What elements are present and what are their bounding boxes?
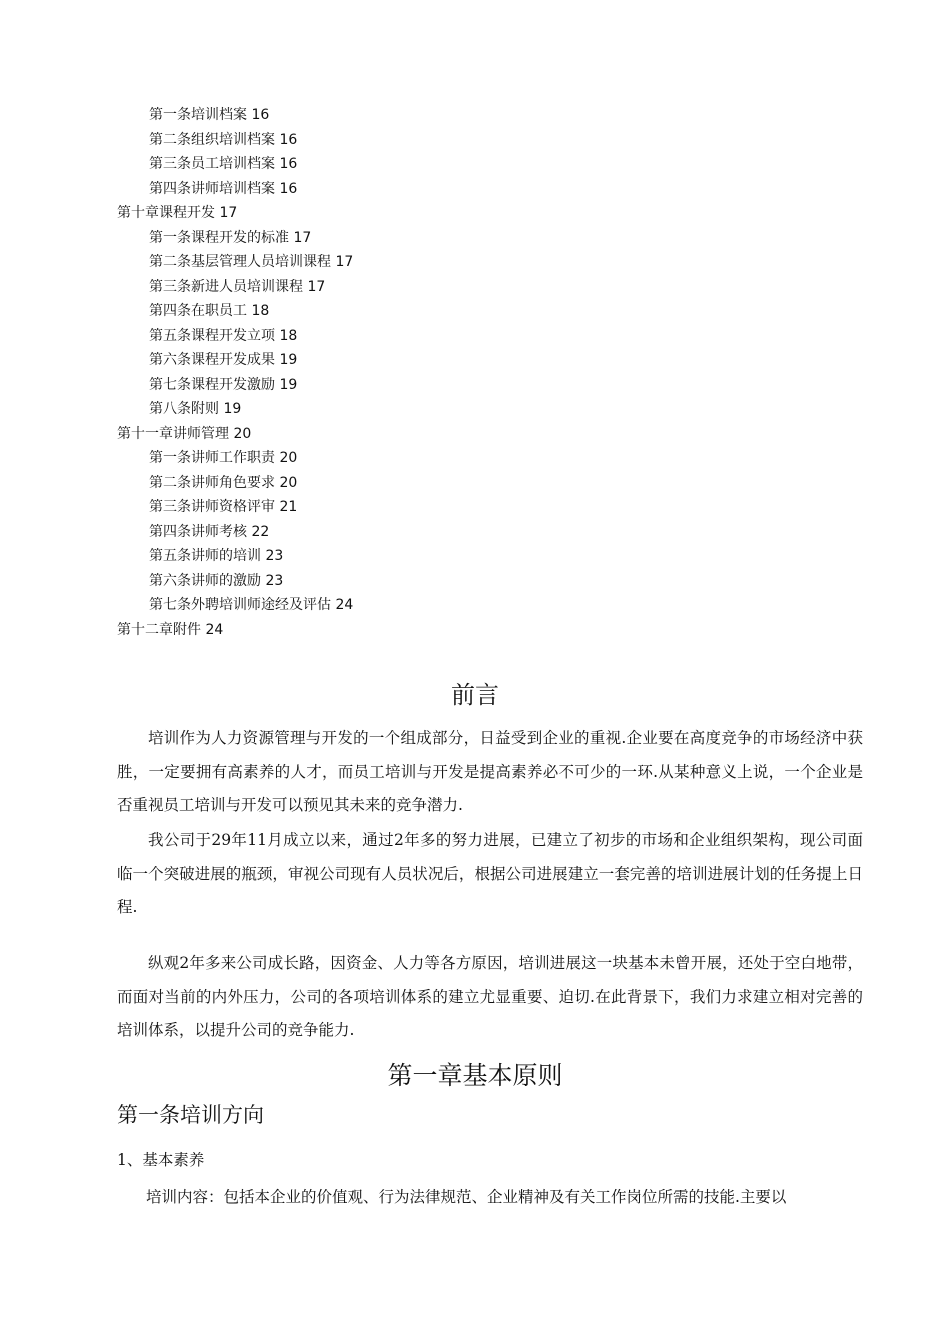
- chapter-title: 第一章基本原则: [387, 1061, 563, 1090]
- toc-article-entry[interactable]: 第一条培训档案 16: [149, 107, 270, 123]
- toc-chapter-entry[interactable]: 第十二章附件 24: [117, 621, 224, 638]
- toc-article-entry[interactable]: 第二条讲师角色要求 20: [149, 474, 298, 491]
- toc-article-entry[interactable]: 第五条课程开发立项 18: [149, 327, 298, 344]
- toc-article-entry[interactable]: 第六条讲师的激励 23: [149, 572, 284, 589]
- preface-paragraph-3: 纵观2年多来公司成长路，因资金、人力等各方原因，培训进展这一块基本未曾开展，还处于空白地带，而面对当前的内外压力，公司的各项培训体系的建立尤显重要、迫切.在此背景下，我们力求建立相对完善的培训体系，以提升公司的竞争能力.: [117, 954, 863, 1039]
- toc-article-entry[interactable]: 第七条课程开发激励 19: [149, 376, 298, 393]
- preface-title: 前言: [451, 681, 499, 709]
- article-title: 第一条培训方向: [117, 1103, 264, 1127]
- toc-article-entry[interactable]: 第二条组织培训档案 16: [149, 131, 298, 148]
- toc-chapter-entry[interactable]: 第十一章讲师管理 20: [117, 425, 252, 442]
- toc-article-entry[interactable]: 第三条员工培训档案 16: [149, 156, 298, 172]
- toc-article-entry[interactable]: 第三条讲师资格评审 21: [149, 499, 298, 515]
- toc-article-entry[interactable]: 第一条课程开发的标准 17: [149, 229, 312, 246]
- toc-article-entry[interactable]: 第一条讲师工作职责 20: [149, 450, 298, 466]
- toc-article-entry[interactable]: 第四条讲师考核 22: [149, 523, 270, 540]
- preface-paragraph-2: 我公司于29年11月成立以来，通过2年多的努力进展，已建立了初步的市场和企业组织架构，现公司面临一个突破进展的瓶颈，审视公司现有人员状况后，根据公司进展建立一套完善的培训进展计划的任务提上日程.: [117, 831, 863, 916]
- toc-article-entry[interactable]: 第四条讲师培训档案 16: [149, 180, 298, 197]
- toc-article-entry[interactable]: 第六条课程开发成果 19: [149, 352, 298, 368]
- toc-article-entry[interactable]: 第三条新进人员培训课程 17: [149, 278, 326, 295]
- item-body: 培训内容：包括本企业的价值观、行为法律规范、企业精神及有关工作岗位所需的技能.主要以: [146, 1188, 787, 1206]
- toc-article-entry[interactable]: 第四条在职员工 18: [149, 303, 270, 319]
- toc-article-entry[interactable]: 第七条外聘培训师途经及评估 24: [149, 597, 354, 613]
- toc-article-entry[interactable]: 第五条讲师的培训 23: [149, 548, 284, 564]
- toc-article-entry[interactable]: 第二条基层管理人员培训课程 17: [149, 254, 354, 270]
- table-of-contents: [0, 103, 950, 642]
- toc-article-entry[interactable]: 第八条附则 19: [149, 401, 242, 417]
- toc-chapter-entry[interactable]: 第十章课程开发 17: [117, 205, 238, 221]
- preface-paragraph-1: 培训作为人力资源管理与开发的一个组成部分，日益受到企业的重视.企业要在高度竞争的市场经济中获胜，一定要拥有高素养的人才，而员工培训与开发是提高素养必不可少的一环.从某种意义上说，一个企业是否重视员工培训与开发可以预见其未来的竞争潜力.: [117, 729, 863, 814]
- item-title: 1、基本素养: [117, 1151, 205, 1169]
